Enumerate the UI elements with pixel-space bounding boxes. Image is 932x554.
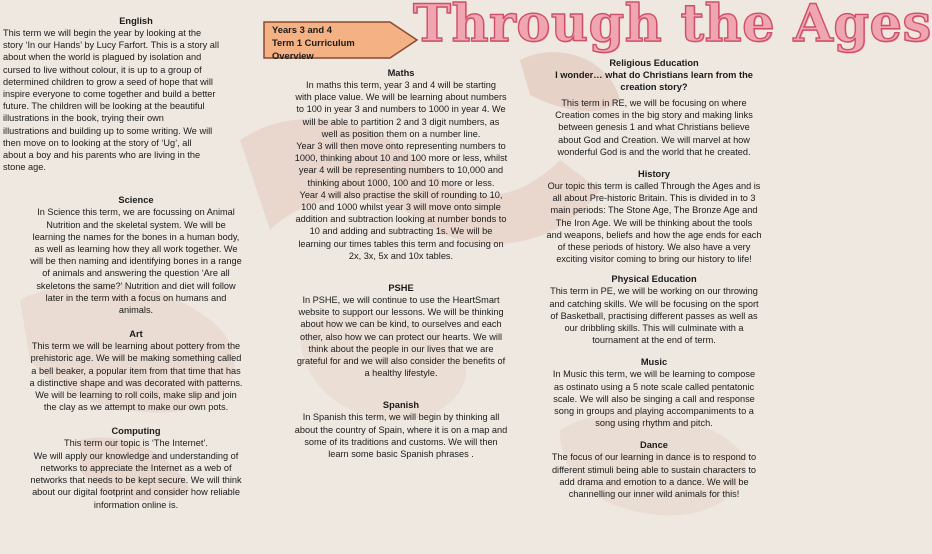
re-subheading-line: I wonder… what do Christians learn from the	[555, 70, 753, 80]
maths-line: well as position them on a number line.	[321, 128, 481, 139]
pshe-line: grateful for and we will also consider the benefits of	[296, 356, 506, 367]
dance-line: channelling our inner wild animals for this!	[568, 489, 740, 500]
science-line: will be then naming and identifying bones in a range	[30, 256, 242, 267]
re-subheading-line: creation story?	[620, 82, 688, 92]
pshe-line: other, also how we can protect our hearts. We will	[299, 331, 503, 342]
maths-line: 10 and adding and subtracting 1s. We will be	[309, 226, 493, 237]
maths-heading: Maths	[387, 68, 415, 78]
dance-line: add drama and emotion to a dance. We will be	[559, 476, 749, 487]
pshe-line: website to support our lessons. We will be thinking	[298, 307, 504, 318]
re-section	[532, 57, 776, 158]
music-line: song using rhythm and pitch.	[595, 418, 713, 429]
english-line: inspire everyone to come together and build a better	[3, 89, 216, 100]
maths-line: with place value. We will be learning about numbers	[295, 92, 507, 103]
page-title: Through the Ages	[413, 0, 932, 54]
science-line: skeletons the same?’ Nutrition and diet will follow	[36, 280, 236, 291]
term-badge	[262, 20, 420, 65]
music-line: as ostinato using a 5 note scale called pentatonic	[553, 381, 755, 392]
pshe-line: a healthy lifestyle.	[364, 368, 438, 379]
re-line: This term in RE, we will be focusing on where	[561, 98, 747, 108]
english-line: about a boy and his parents who are living in the	[3, 150, 201, 161]
pshe-line: about how we can be kind, to ourselves and each	[300, 319, 502, 330]
maths-line: will be able to partition 2 and 3 digit numbers, as	[302, 116, 500, 127]
dance-heading: Dance	[640, 440, 668, 451]
maths-line: Year 4 will also practise the skill of rounding to 10,	[299, 189, 503, 200]
maths-line: 1000, thinking about 10 and 100 more or less, whilst	[294, 153, 508, 164]
maths-section	[276, 67, 526, 262]
music-line: scale. We will also be singing a call and response	[553, 393, 755, 404]
english-line: then move on to looking at the story of ‘Ug’, all	[3, 137, 192, 148]
maths-line: 2x, 3x, 5x and 10x tables.	[348, 250, 454, 261]
pe-body	[532, 285, 776, 346]
maths-line: to 100 in year 3 and numbers to 1000 in year 4. We	[296, 104, 506, 115]
music-line: song in groups and playing accompaniments to a	[554, 406, 754, 417]
re-line: about God and Creation. We will marvel at how	[558, 134, 750, 145]
pe-line: of Basketball, practising different passes as well as	[550, 310, 758, 321]
badge-text	[272, 23, 390, 62]
history-line: main periods: The Stone Age, The Bronze Age and	[550, 205, 758, 216]
english-section	[3, 15, 269, 173]
english-line: This term we will begin the year by looking at the	[3, 28, 202, 38]
computing-line: networks that needs to be kept secure. We will think	[30, 475, 242, 486]
computing-line: information online is.	[93, 499, 179, 510]
history-body	[532, 180, 776, 265]
re-line: Creation comes in the big story and making links	[555, 110, 753, 121]
music-section	[532, 356, 776, 429]
english-line: future. The children will be looking at the beautiful	[3, 101, 205, 112]
spanish-line: about the country of Spain, where it is on a map and	[294, 424, 508, 435]
history-line: Our topic this term is called Through the Ages and is	[547, 181, 761, 192]
science-body	[3, 206, 269, 316]
english-body	[3, 27, 269, 173]
computing-body	[3, 437, 269, 510]
maths-line: year 4 will be representing numbers to 10,000 and	[298, 165, 504, 176]
maths-line: 100 and 1000 whilst year 3 will move onto simple	[301, 202, 501, 213]
science-section	[3, 194, 269, 316]
re-line: between genesis 1 and what Christians believe	[558, 122, 750, 133]
spanish-line: some of its traditions and customs. We will then	[304, 436, 498, 447]
art-line: This term we will be learning about pottery from the	[31, 341, 241, 352]
maths-body	[276, 79, 526, 262]
right-column	[532, 54, 776, 500]
badge-line-1: Years 3 and 4	[272, 24, 332, 35]
history-line: exciting visitor coming to bring our history to life!	[556, 254, 752, 265]
dance-line: The focus of our learning in dance is to respond to	[551, 452, 757, 463]
history-section	[532, 168, 776, 265]
spanish-line: In Spanish this term, we will begin by thinking all	[302, 412, 500, 423]
maths-line: learning our times tables this term and focusing on	[298, 238, 504, 249]
computing-line: We will apply our knowledge and understanding of	[33, 450, 239, 461]
dance-section	[532, 439, 776, 500]
art-body	[3, 340, 269, 413]
maths-line: In maths this term, year 3 and 4 will be starting	[306, 80, 496, 90]
maths-line: thinking about 1000, 100 and 10 more or less.	[307, 177, 495, 188]
computing-line: This term our topic is ‘The Internet’.	[64, 438, 208, 449]
english-line: illustrations in the book, trying their own	[3, 113, 164, 124]
pshe-section	[276, 282, 526, 379]
science-line: animals.	[118, 305, 154, 316]
music-line: In Music this term, we will be learning to compose	[552, 369, 756, 380]
art-line: prehistoric age. We will be making something called	[30, 353, 242, 364]
computing-section	[3, 425, 269, 510]
dance-body	[532, 451, 776, 500]
art-heading: Art	[129, 329, 143, 340]
re-heading: Religious Education	[609, 58, 699, 68]
spanish-body	[276, 411, 526, 460]
dance-line: different stimuli being able to sustain characters to	[551, 464, 757, 475]
pshe-body	[276, 294, 526, 379]
science-line: In Science this term, we are focussing on Animal	[37, 207, 235, 218]
history-line: The Iron Age. We will be thinking about the tools	[555, 217, 753, 228]
english-line: cursed to live without colour, it is up to a group of	[3, 64, 202, 75]
english-line: stone age.	[3, 162, 46, 173]
left-column	[3, 0, 269, 511]
english-line: story ‘In our Hands’ by Lucy Farfort. This is a story all	[3, 40, 219, 51]
re-subheading	[532, 69, 776, 93]
re-line: wonderful God is and the world that he created.	[557, 146, 751, 157]
pe-line: and catching skills. We will be focusing on the sport	[549, 298, 759, 309]
pe-line: our dribbling skills. This will culminate with a	[564, 323, 744, 334]
pshe-line: In PSHE, we will continue to use the HeartSmart	[302, 295, 500, 306]
pshe-line: think about the people in our lives that we are	[308, 343, 494, 354]
pe-line: This term in PE, we will be working on our throwing	[550, 286, 758, 297]
science-line: learning the names for the bones in a human body,	[32, 231, 240, 242]
computing-heading: Computing	[111, 426, 161, 437]
art-line: a bell beaker, a popular item from that time that has	[31, 365, 241, 376]
history-line: and weapons, beliefs and how the age ends for each	[546, 229, 762, 240]
music-heading: Music	[640, 357, 668, 368]
science-heading: Science	[118, 195, 154, 206]
spanish-heading: Spanish	[382, 400, 420, 411]
maths-line: Year 3 will then move onto representing numbers to	[296, 141, 506, 152]
art-section	[3, 328, 269, 413]
science-line: later in the term with a focus on humans and	[45, 292, 227, 303]
science-line: Nutrition and the skeletal system. We will be	[46, 219, 226, 230]
spanish-line: learn some basic Spanish phrases .	[328, 449, 474, 460]
science-line: as well as learning how they all work together. We	[34, 244, 238, 255]
badge-line-2: Term 1 Curriculum Overview	[272, 37, 355, 61]
art-line: the clay as we attempt to make our own pots.	[43, 402, 229, 413]
computing-line: about our digital footprint and consider how reliable	[32, 487, 240, 498]
history-line: all about Pre-historic Britain. This is divided in to 3	[552, 193, 756, 204]
re-body	[532, 97, 776, 158]
pe-heading: Physical Education	[611, 274, 697, 285]
pe-section	[532, 273, 776, 346]
history-line: of these periods of history. We also have a very	[557, 242, 751, 253]
pshe-heading: PSHE	[388, 283, 414, 294]
english-line: determined children to grow a seed of hope that will	[3, 76, 213, 87]
pe-line: tournament at the end of term.	[592, 335, 716, 346]
maths-line: addition and subtraction looking at number bonds to	[295, 214, 507, 225]
computing-line: networks to appreciate the Internet as a web of	[40, 462, 232, 473]
art-line: a distinctive shape and was decorated with patterns.	[29, 377, 243, 388]
science-line: of animals and answering the question ‘Are all	[42, 268, 230, 279]
music-body	[532, 368, 776, 429]
middle-column	[276, 58, 526, 460]
english-line: about when the world is plagued by isolation and	[3, 52, 202, 63]
english-heading: English	[119, 16, 153, 26]
spanish-section	[276, 399, 526, 460]
english-line: illustrations and building up to some writing. We will	[3, 125, 213, 136]
art-line: We will be learning to roll coils, make slip and join	[35, 390, 237, 401]
history-heading: History	[637, 169, 671, 180]
